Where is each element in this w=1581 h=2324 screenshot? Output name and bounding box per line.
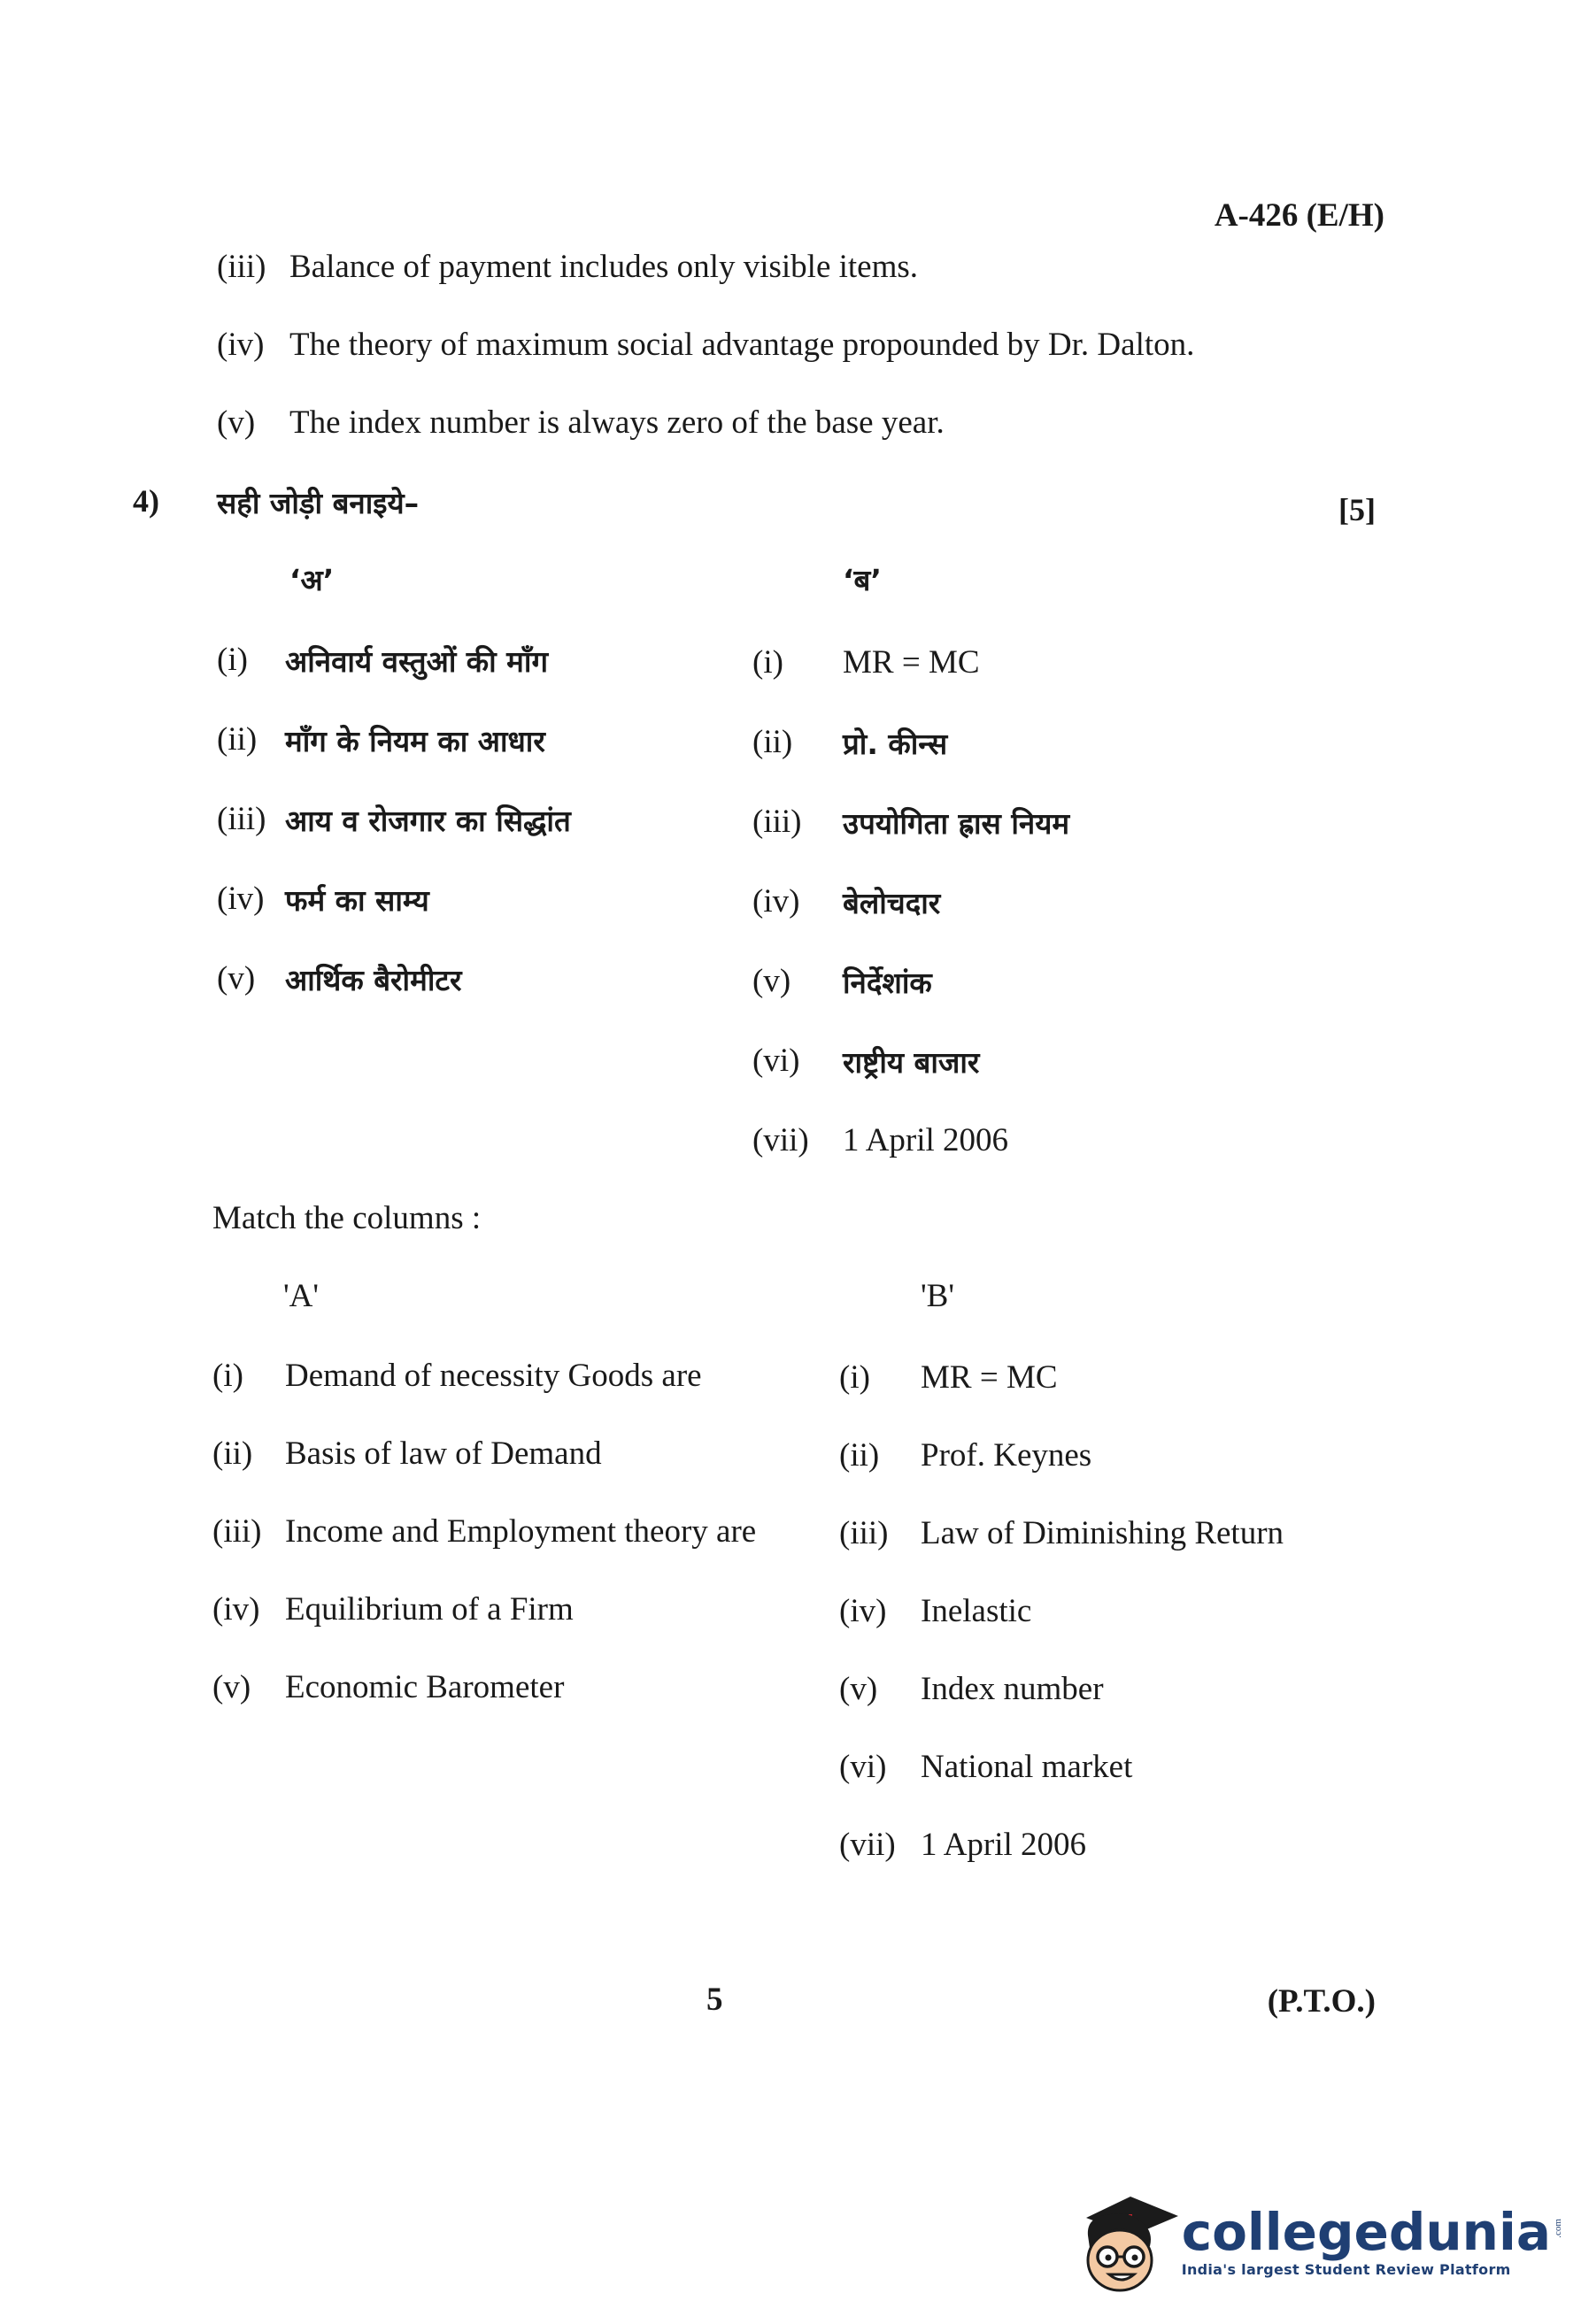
statement-number: (iv) <box>217 327 265 363</box>
hindi-b-item-number: (ii) <box>752 724 793 760</box>
student-mascot-icon <box>1068 2184 1182 2299</box>
collegedunia-watermark <box>1068 2184 1563 2299</box>
hindi-b-item-number: (iii) <box>752 804 802 840</box>
hindi-b-item-text: राष्ट्रीय बाजार <box>843 1045 980 1080</box>
hindi-b-item-text: निर्देशांक <box>843 966 932 1000</box>
english-b-item-number: (vii) <box>839 1827 896 1863</box>
english-b-item-number: (i) <box>839 1359 870 1396</box>
english-b-item-text: Index number <box>921 1671 1104 1707</box>
english-a-item-number: (i) <box>212 1358 243 1394</box>
english-b-item-number: (iv) <box>839 1593 887 1629</box>
english-b-item-number: (vi) <box>839 1749 887 1785</box>
paper-code: A-426 (E/H) <box>1214 197 1384 234</box>
hindi-b-item-text: प्रो. कीन्स <box>843 727 948 761</box>
hindi-a-item-number: (iii) <box>217 801 266 837</box>
page-number: 5 <box>706 1982 723 2018</box>
english-a-item-number: (ii) <box>212 1435 253 1472</box>
statement-number: (iii) <box>217 249 266 285</box>
english-b-item-text: Prof. Keynes <box>921 1437 1092 1474</box>
hindi-b-item-text: MR = MC <box>843 644 980 681</box>
watermark-suffix: .com <box>1553 2219 1563 2238</box>
hindi-a-item-number: (i) <box>217 642 248 678</box>
watermark-tagline: India's largest Student Review Platform <box>1181 2260 1511 2278</box>
question-title-hindi: सही जोड़ी बनाइये– <box>217 486 420 520</box>
statement-text: The theory of maximum social advantage propounded by Dr. Dalton. <box>289 327 1195 363</box>
hindi-b-item-text: 1 April 2006 <box>843 1122 1009 1158</box>
english-a-item-text: Income and Employment theory are <box>285 1513 757 1550</box>
hindi-a-item-text: माँग के नियम का आधार <box>285 724 545 758</box>
english-a-item-number: (v) <box>212 1669 251 1705</box>
statement-text: Balance of payment includes only visible items. <box>289 249 919 285</box>
watermark-brand: collegedunia <box>1181 2201 1551 2262</box>
hindi-a-item-text: आर्थिक बैरोमीटर <box>285 963 462 997</box>
english-a-item-number: (iii) <box>212 1513 262 1550</box>
hindi-b-item-number: (vii) <box>752 1122 809 1158</box>
hindi-a-item-number: (iv) <box>217 881 265 917</box>
english-column-a-header: 'A' <box>283 1278 320 1314</box>
statement-number: (v) <box>217 404 256 441</box>
english-b-item-text: MR = MC <box>921 1359 1058 1396</box>
english-a-item-text: Demand of necessity Goods are <box>285 1358 702 1394</box>
hindi-b-item-text: बेलोचदार <box>843 886 941 920</box>
english-a-item-text: Economic Barometer <box>285 1669 565 1705</box>
hindi-a-item-number: (v) <box>217 960 256 997</box>
english-b-item-text: Law of Diminishing Return <box>921 1515 1284 1551</box>
hindi-b-item-number: (iv) <box>752 883 800 920</box>
hindi-a-item-text: अनिवार्य वस्तुओं की माँग <box>285 644 549 679</box>
hindi-b-item-text: उपयोगिता ह्रास नियम <box>843 806 1070 841</box>
watermark-text-block <box>1181 2201 1551 2278</box>
english-b-item-number: (iii) <box>839 1515 889 1551</box>
question-number: 4) <box>133 483 159 519</box>
statement-text: The index number is always zero of the base year. <box>289 404 945 441</box>
hindi-column-a-header: ‘अ’ <box>289 563 335 597</box>
english-b-item-text: 1 April 2006 <box>921 1827 1087 1863</box>
hindi-column-b-header: ‘ब’ <box>843 563 882 597</box>
english-b-item-text: Inelastic <box>921 1593 1032 1629</box>
english-b-item-text: National market <box>921 1749 1133 1785</box>
hindi-a-item-text: आय व रोजगार का सिद्धांत <box>285 804 571 838</box>
english-a-item-text: Basis of law of Demand <box>285 1435 602 1472</box>
english-b-item-number: (v) <box>839 1671 878 1707</box>
english-b-item-number: (ii) <box>839 1437 880 1474</box>
english-a-item-number: (iv) <box>212 1591 260 1628</box>
question-marks: [5] <box>1338 492 1376 527</box>
hindi-a-item-text: फर्म का साम्य <box>285 883 429 918</box>
hindi-b-item-number: (v) <box>752 963 791 999</box>
pto-label: (P.T.O.) <box>1267 1983 1376 2020</box>
hindi-a-item-number: (ii) <box>217 721 258 758</box>
english-a-item-text: Equilibrium of a Firm <box>285 1591 574 1628</box>
english-column-b-header: 'B' <box>921 1278 955 1314</box>
english-section-title: Match the columns : <box>212 1200 482 1236</box>
hindi-b-item-number: (vi) <box>752 1043 800 1079</box>
hindi-b-item-number: (i) <box>752 644 783 681</box>
